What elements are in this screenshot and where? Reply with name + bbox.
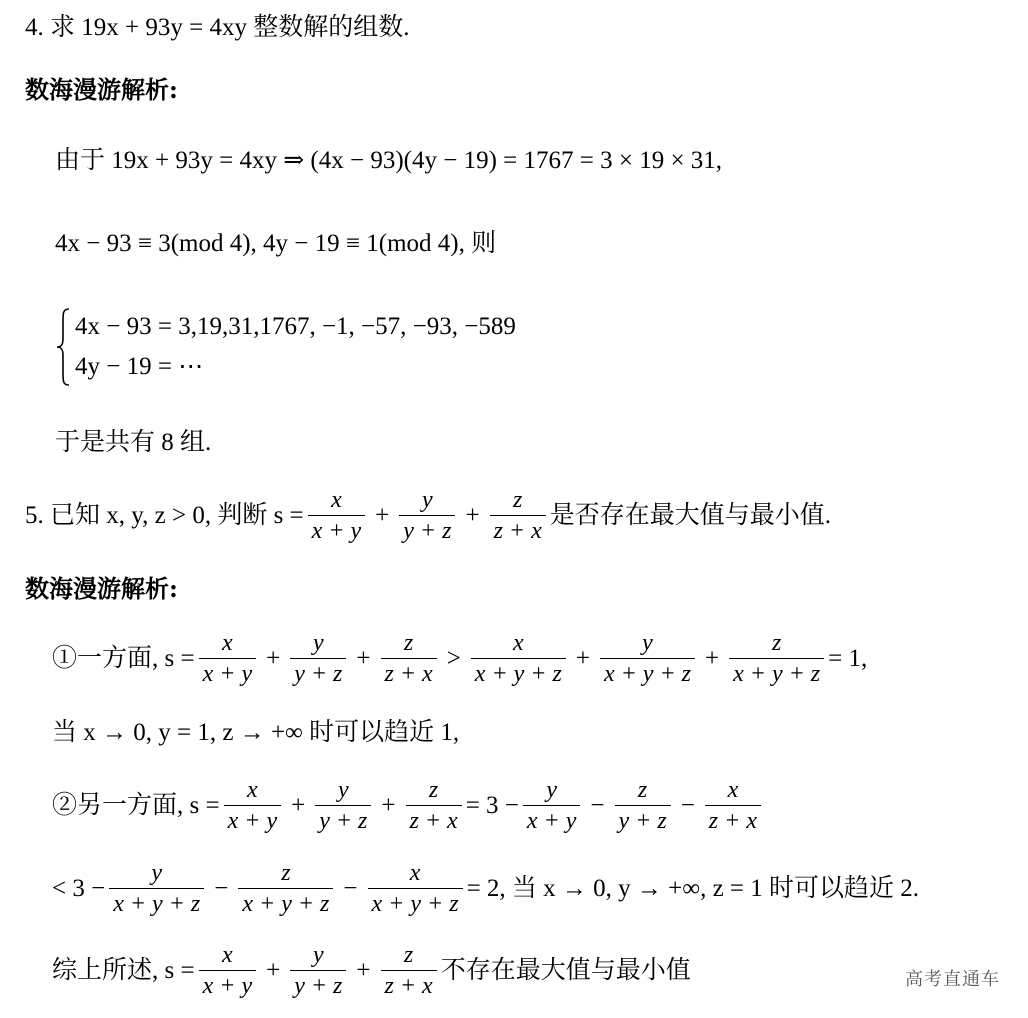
fraction-x-over-zx: $\frac{x}{z + x}$ <box>705 775 761 836</box>
fraction-x-over-xyz: $\frac{x}{x + y + z}$ <box>471 628 566 689</box>
fraction-y-over-yz: $\frac{y}{y + z}$ <box>315 775 371 836</box>
fraction-z-over-xyz: $\frac{z}{x + y + z}$ <box>729 628 824 689</box>
problem4-statement: 4. 求 19x + 93y = 4xy 整数解的组数. <box>25 14 410 41</box>
fraction-z-over-yz: $\frac{z}{y + z}$ <box>615 775 671 836</box>
fraction-y-over-xyz: $\frac{y}{x + y + z}$ <box>600 628 695 689</box>
fraction-z-over-zx: $\frac{z}{z + x}$ <box>406 775 462 836</box>
problem5-solution-heading: 数海漫游解析: <box>25 574 178 603</box>
fraction-x-over-xyz: $\frac{x}{x + y + z}$ <box>368 858 463 919</box>
problem4-congruence-line: 4x − 93 ≡ 3(mod 4), 4y − 19 ≡ 1(mod 4), 则 <box>55 230 497 257</box>
problem4-conclusion: 于是共有 8 组. <box>55 429 212 456</box>
fraction-y-over-xy: $\frac{y}{x + y}$ <box>523 775 581 836</box>
left-brace-icon <box>55 307 71 387</box>
fraction-x-over-xy: $\frac{x}{x + y}$ <box>199 628 257 689</box>
problem5-part1-limit: 当 x → 0, y = 1, z → +∞ 时可以趋近 1, <box>52 719 460 746</box>
fraction-y-over-yz: $\frac{y}{y + z}$ <box>290 628 346 689</box>
fraction-z-over-zx: $\frac{z}{z + x}$ <box>490 485 546 546</box>
system-row-2: 4y − 19 = ⋯ <box>75 353 204 380</box>
fraction-y-over-xyz: $\frac{y}{x + y + z}$ <box>109 858 204 919</box>
problem5-part1: ①一方面, s = $\frac{x}{x + y}$ + $\frac{y}{y + z}$ + $\frac{z}{z + x}$ > $\frac{x}{x + y + z}$ + $\frac{y}{x + y + z}$ + $\frac{z}{x + y + z}$ = 1, <box>52 630 868 687</box>
fraction-x-over-xy: $\frac{x}{x + y}$ <box>199 940 257 1001</box>
watermark: 高考直通车 <box>905 969 1000 990</box>
fraction-z-over-zx: $\frac{z}{z + x}$ <box>381 628 437 689</box>
problem4-equation-system <box>55 307 516 387</box>
fraction-y-over-yz: $\frac{y}{y + z}$ <box>290 940 346 1001</box>
problem5-summary: 综上所述, s = $\frac{x}{x + y}$ + $\frac{y}{y + z}$ + $\frac{z}{z + x}$ 不存在最大值与最小值 <box>52 942 691 999</box>
problem4-derivation-line: 由于 19x + 93y = 4xy ⇒ (4x − 93)(4y − 19) = 1767 = 3 × 19 × 31, <box>55 147 723 174</box>
fraction-x-over-xy: $\frac{x}{x + y}$ <box>224 775 282 836</box>
fraction-z-over-xyz: $\frac{z}{x + y + z}$ <box>238 858 333 919</box>
fraction-y-over-yz: $\frac{y}{y + z}$ <box>399 485 455 546</box>
fraction-x-over-xy: $\frac{x}{x + y}$ <box>308 485 366 546</box>
problem4-solution-heading: 数海漫游解析: <box>25 75 178 104</box>
system-row-1: 4x − 93 = 3,19,31,1767, −1, −57, −93, −589 <box>75 313 516 340</box>
problem5-part2: ②另一方面, s = $\frac{x}{x + y}$ + $\frac{y}{y + z}$ + $\frac{z}{z + x}$ = 3 − $\frac{y}{x + y}$ − $\frac{z}{y + z}$ − $\frac{x}{z + x}$ <box>52 775 765 836</box>
problem5-statement: 5. 已知 x, y, z > 0, 判断 s = $\frac{x}{x + y}$ + $\frac{y}{y + z}$ + $\frac{z}{z + x}$ 是否存在最大值与最小值. <box>25 487 832 544</box>
problem5-part2-bound: < 3 − $\frac{y}{x + y + z}$ − $\frac{z}{x + y + z}$ − $\frac{x}{x + y + z}$ = 2, 当 x → 0, y → +∞, z = 1 时可以趋近 2. <box>52 860 920 917</box>
fraction-z-over-zx: $\frac{z}{z + x}$ <box>381 940 437 1001</box>
